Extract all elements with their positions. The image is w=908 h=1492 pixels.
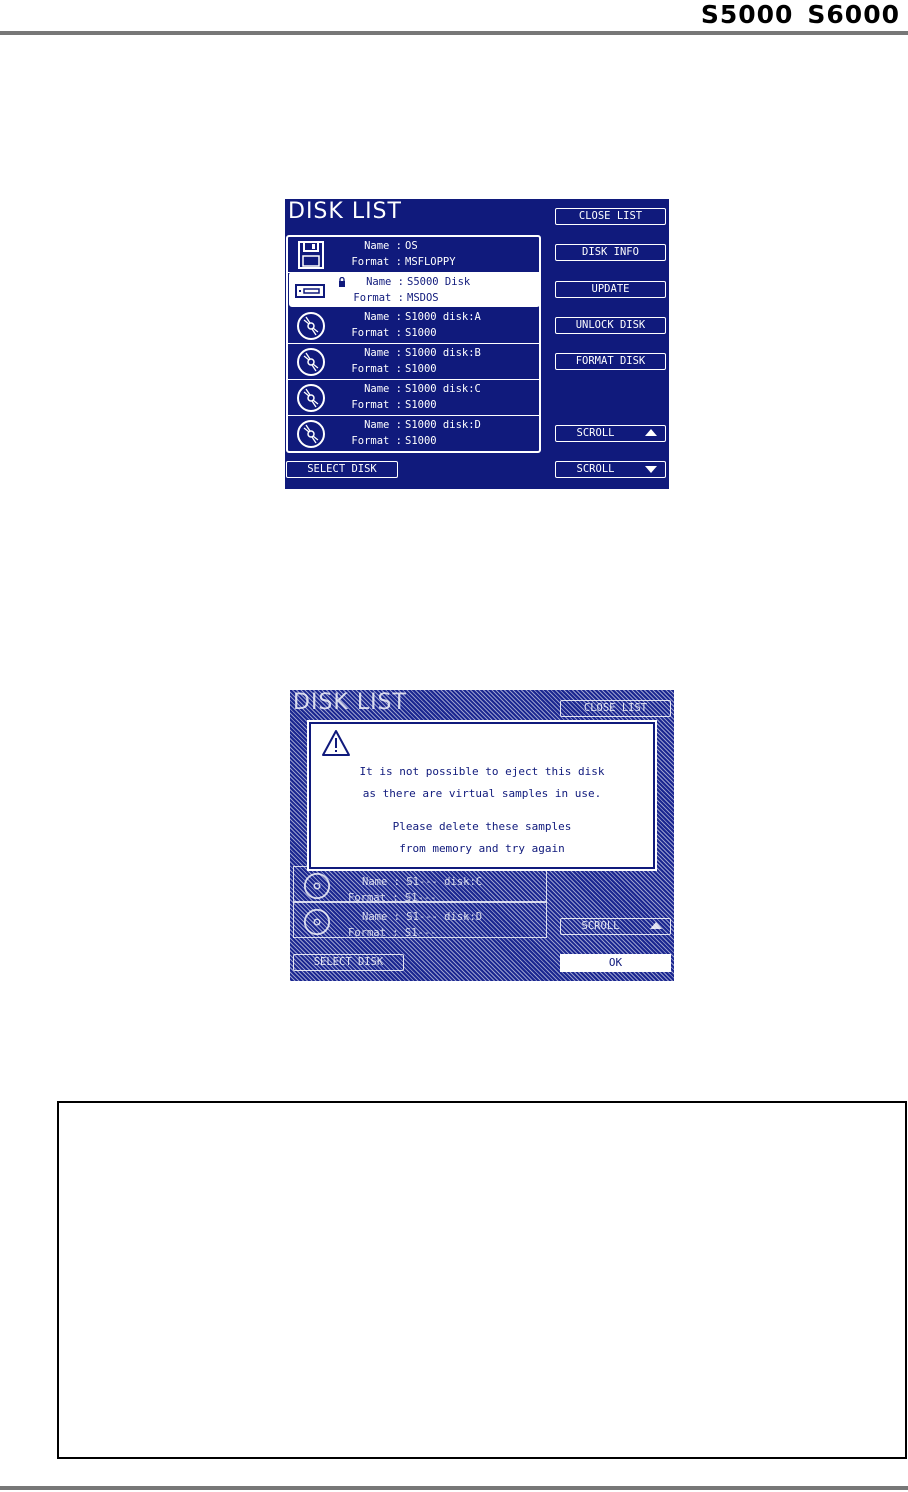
- disk-name: S1000 disk:C: [405, 383, 481, 395]
- alert-line-4: from memory and try again: [399, 842, 565, 855]
- disk-format: Format : S1---: [348, 927, 437, 939]
- list-item[interactable]: [288, 237, 539, 273]
- alert-line-1: It is not possible to eject this disk: [359, 765, 605, 778]
- disk-list-screen: [285, 199, 669, 489]
- name-key: Name :: [364, 347, 402, 359]
- name-key: Name :: [364, 419, 402, 431]
- list-item[interactable]: [288, 380, 539, 416]
- format-key: Format :: [351, 435, 402, 447]
- disk-name: Name : S1--- disk:C: [362, 876, 483, 888]
- scroll-up-label: SCROLL: [581, 920, 620, 932]
- disk-name: S1000 disk:A: [405, 311, 481, 323]
- model-s6000: S6000: [807, 0, 900, 29]
- scroll-down-button[interactable]: [555, 461, 666, 478]
- format-disk-button[interactable]: FORMAT DISK: [555, 353, 666, 370]
- warning-icon: [321, 729, 351, 757]
- disk-name: OS: [405, 240, 418, 252]
- disk-info-button[interactable]: DISK INFO: [555, 244, 666, 261]
- scroll-down-label: SCROLL: [576, 463, 615, 475]
- select-disk-button[interactable]: SELECT DISK: [293, 954, 404, 971]
- header-rule: [0, 31, 908, 35]
- model-s5000: S5000: [700, 0, 794, 29]
- cd-rom-icon: [296, 311, 326, 341]
- disk-list: [286, 235, 541, 453]
- hard-disk-icon: [295, 276, 325, 306]
- disk-name: S1000 disk:B: [405, 347, 481, 359]
- disk-format: MSDOS: [407, 292, 439, 304]
- scroll-up-button[interactable]: [560, 918, 671, 935]
- cd-rom-icon: [296, 383, 326, 413]
- eject-warning-screen: [290, 690, 674, 981]
- update-button[interactable]: UPDATE: [555, 281, 666, 298]
- select-disk-button[interactable]: SELECT DISK: [286, 461, 398, 478]
- disk-format: MSFLOPPY: [405, 256, 456, 268]
- notes-box: [57, 1101, 907, 1459]
- ok-button[interactable]: OK: [560, 954, 671, 972]
- cd-rom-icon: [296, 347, 326, 377]
- list-item[interactable]: [288, 416, 539, 452]
- triangle-up-icon: [650, 922, 662, 929]
- close-list-button[interactable]: CLOSE LIST: [560, 700, 671, 717]
- list-item-selected[interactable]: [289, 272, 540, 307]
- disk-format: S1000: [405, 327, 437, 339]
- list-item[interactable]: [288, 308, 539, 344]
- alert-line-2: as there are virtual samples in use.: [362, 787, 602, 800]
- cd-rom-icon: [303, 872, 331, 900]
- format-key: Format :: [351, 363, 402, 375]
- unlock-disk-button[interactable]: UNLOCK DISK: [555, 317, 666, 334]
- format-key: Format :: [351, 327, 402, 339]
- footer-rule: [0, 1486, 908, 1490]
- cd-rom-icon: [303, 908, 331, 936]
- floppy-disk-icon: [296, 240, 326, 270]
- disk-name: S1000 disk:D: [405, 419, 481, 431]
- name-key: Name :: [364, 383, 402, 395]
- disk-format: S1000: [405, 399, 437, 411]
- alert-line-3: Please delete these samples: [392, 820, 572, 833]
- scroll-up-label: SCROLL: [576, 427, 615, 439]
- disk-format: S1000: [405, 435, 437, 447]
- name-key: Name :: [366, 276, 404, 288]
- disk-format: S1000: [405, 363, 437, 375]
- format-key: Format :: [353, 292, 404, 304]
- name-key: Name :: [364, 240, 402, 252]
- format-key: Format :: [351, 399, 402, 411]
- triangle-up-icon: [645, 429, 657, 436]
- name-key: Name :: [364, 311, 402, 323]
- screen-title: DISK LIST: [288, 199, 402, 224]
- format-key: Format :: [351, 256, 402, 268]
- close-list-button[interactable]: CLOSE LIST: [555, 208, 666, 225]
- model-logo: [687, 0, 900, 28]
- screen-title: DISK LIST: [293, 690, 407, 715]
- disk-name: S5000 Disk: [407, 276, 471, 288]
- list-item[interactable]: [288, 344, 539, 380]
- cd-rom-icon: [296, 419, 326, 449]
- triangle-down-icon: [645, 466, 657, 473]
- disk-format: Format : S1---: [348, 892, 437, 904]
- warning-dialog: [309, 722, 655, 869]
- scroll-up-button[interactable]: [555, 425, 666, 442]
- disk-name: Name : S1--- disk:D: [362, 911, 483, 923]
